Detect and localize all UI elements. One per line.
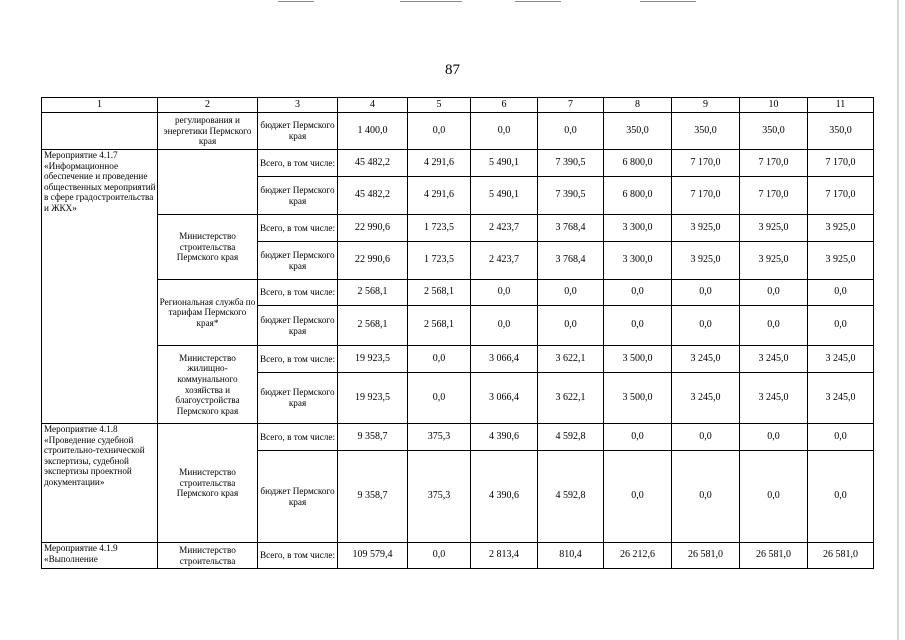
value-cell: 4 291,6 [408,150,471,177]
value-cell: 0,0 [604,451,672,543]
value-cell: 3 925,0 [808,215,874,242]
value-cell: 0,0 [604,280,672,306]
value-cell: 3 300,0 [604,215,672,242]
col-number: 8 [604,98,672,113]
value-cell: 3 925,0 [672,215,740,242]
value-cell: 0,0 [672,424,740,451]
value-cell: 26 581,0 [672,543,740,569]
col-number: 4 [338,98,408,113]
value-cell: 3 925,0 [740,242,808,280]
table-row [42,215,874,242]
value-cell: 0,0 [808,424,874,451]
source-cell: Всего, в том числе: [258,215,338,242]
value-cell: 3 066,4 [471,346,538,373]
value-cell: 22 990,6 [338,215,408,242]
value-cell: 3 245,0 [740,346,808,373]
value-cell: 0,0 [808,306,874,346]
value-cell: 7 170,0 [808,177,874,215]
value-cell: 3 245,0 [808,373,874,424]
value-cell: 5 490,1 [471,150,538,177]
value-cell: 7 170,0 [808,150,874,177]
source-cell: Всего, в том числе: [258,424,338,451]
value-cell: 6 800,0 [604,177,672,215]
value-cell: 26 581,0 [740,543,808,569]
value-cell: 3 622,1 [538,346,604,373]
col-number: 2 [158,98,258,113]
value-cell: 3 300,0 [604,242,672,280]
value-cell: 7 170,0 [740,177,808,215]
source-cell: бюджет Пермского края [258,242,338,280]
source-cell: бюджет Пермского края [258,451,338,543]
executor-cell: Министерство строительства Пермского края [158,215,258,280]
value-cell: 0,0 [408,373,471,424]
value-cell: 22 990,6 [338,242,408,280]
executor-cell [158,150,258,215]
executor-cell: Министерство жилищно-коммунального хозяйства и благоустройства Пермского края [158,346,258,424]
value-cell: 7 390,5 [538,177,604,215]
value-cell: 0,0 [672,306,740,346]
activity-cell [42,113,158,150]
source-cell: бюджет Пермского края [258,177,338,215]
value-cell: 3 245,0 [740,373,808,424]
table-row [42,543,874,569]
value-cell: 6 800,0 [604,150,672,177]
value-cell: 0,0 [604,424,672,451]
executor-cell: регулирования и энергетики Пермского края [158,113,258,150]
value-cell: 3 925,0 [672,242,740,280]
col-number: 3 [258,98,338,113]
value-cell: 0,0 [672,451,740,543]
value-cell: 1 723,5 [408,215,471,242]
col-number: 1 [42,98,158,113]
table-row [42,346,874,373]
table-row [42,113,874,150]
value-cell: 2 423,7 [471,242,538,280]
activity-cell: Мероприятие 4.1.8 «Проведение судебной строительно-технической экспертизы, судебной экспертизы проектной документации» [42,424,158,543]
value-cell: 350,0 [740,113,808,150]
value-cell: 810,4 [538,543,604,569]
value-cell: 19 923,5 [338,346,408,373]
value-cell: 4 390,6 [471,424,538,451]
table-row [42,150,874,177]
value-cell: 3 768,4 [538,215,604,242]
value-cell: 3 066,4 [471,373,538,424]
source-cell: Всего, в том числе: [258,280,338,306]
source-cell: Всего, в том числе: [258,150,338,177]
value-cell: 3 768,4 [538,242,604,280]
value-cell: 0,0 [408,543,471,569]
value-cell: 3 925,0 [808,242,874,280]
value-cell: 109 579,4 [338,543,408,569]
source-cell: бюджет Пермского края [258,373,338,424]
value-cell: 9 358,7 [338,424,408,451]
value-cell: 7 170,0 [740,150,808,177]
value-cell: 26 581,0 [808,543,874,569]
value-cell: 26 212,6 [604,543,672,569]
value-cell: 3 925,0 [740,215,808,242]
page-number: 87 [445,62,460,78]
value-cell: 0,0 [604,306,672,346]
value-cell: 350,0 [808,113,874,150]
col-number: 7 [538,98,604,113]
value-cell: 3 245,0 [808,346,874,373]
value-cell: 19 923,5 [338,373,408,424]
source-cell: Всего, в том числе: [258,346,338,373]
value-cell: 1 723,5 [408,242,471,280]
value-cell: 5 490,1 [471,177,538,215]
value-cell: 4 592,8 [538,424,604,451]
col-number: 6 [471,98,538,113]
value-cell: 0,0 [808,280,874,306]
value-cell: 0,0 [471,280,538,306]
header-row [42,98,874,113]
value-cell: 2 813,4 [471,543,538,569]
value-cell: 375,3 [408,424,471,451]
value-cell: 2 568,1 [338,280,408,306]
value-cell: 3 245,0 [672,346,740,373]
value-cell: 3 500,0 [604,373,672,424]
executor-cell: Министерство строительства [158,543,258,569]
value-cell: 2 568,1 [408,280,471,306]
budget-table [41,97,874,569]
source-cell: бюджет Пермского края [258,306,338,346]
value-cell: 45 482,2 [338,177,408,215]
value-cell: 45 482,2 [338,150,408,177]
executor-cell: Министерство строительства Пермского края [158,424,258,543]
col-number: 9 [672,98,740,113]
scan-edge [897,0,899,640]
table-row [42,280,874,306]
value-cell: 350,0 [672,113,740,150]
value-cell: 0,0 [471,113,538,150]
table-row [42,424,874,451]
top-edge-marks [0,0,905,4]
value-cell: 2 423,7 [471,215,538,242]
source-cell: бюджет Пермского края [258,113,338,150]
value-cell: 4 291,6 [408,177,471,215]
value-cell: 7 170,0 [672,177,740,215]
value-cell: 0,0 [538,306,604,346]
value-cell: 375,3 [408,451,471,543]
value-cell: 0,0 [740,306,808,346]
col-number: 10 [740,98,808,113]
activity-cell: Мероприятие 4.1.7 «Информационное обеспечение и проведение общественных мероприятий в сфере градостроительства и ЖКХ» [42,150,158,424]
value-cell: 3 500,0 [604,346,672,373]
value-cell: 3 622,1 [538,373,604,424]
value-cell: 2 568,1 [338,306,408,346]
value-cell: 0,0 [740,451,808,543]
value-cell: 7 170,0 [672,150,740,177]
executor-cell: Региональная служба по тарифам Пермского края* [158,280,258,346]
value-cell: 0,0 [672,280,740,306]
value-cell: 4 390,6 [471,451,538,543]
value-cell: 1 400,0 [338,113,408,150]
activity-cell: Мероприятие 4.1.9 «Выполнение [42,543,158,569]
value-cell: 0,0 [538,280,604,306]
col-number: 11 [808,98,874,113]
value-cell: 0,0 [408,113,471,150]
col-number: 5 [408,98,471,113]
value-cell: 350,0 [604,113,672,150]
source-cell: Всего, в том числе: [258,543,338,569]
value-cell: 4 592,8 [538,451,604,543]
value-cell: 0,0 [471,306,538,346]
value-cell: 9 358,7 [338,451,408,543]
value-cell: 2 568,1 [408,306,471,346]
value-cell: 0,0 [740,424,808,451]
value-cell: 3 245,0 [672,373,740,424]
value-cell: 0,0 [808,451,874,543]
value-cell: 0,0 [538,113,604,150]
value-cell: 0,0 [408,346,471,373]
value-cell: 0,0 [740,280,808,306]
value-cell: 7 390,5 [538,150,604,177]
